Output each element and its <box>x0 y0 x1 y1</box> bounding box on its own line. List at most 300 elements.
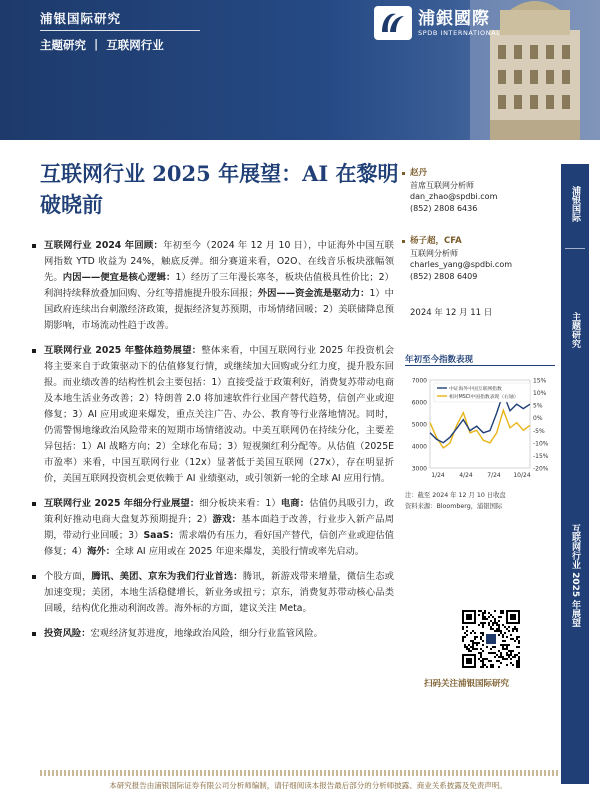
qr-module <box>512 656 514 658</box>
qr-module <box>484 622 486 624</box>
qr-module <box>480 622 482 624</box>
bullet-stocks <box>26 569 394 617</box>
qr-module <box>482 618 484 620</box>
qr-module <box>474 636 476 638</box>
qr-module <box>498 620 500 622</box>
qr-module <box>496 628 498 630</box>
qr-module <box>482 612 484 614</box>
qr-module <box>514 628 516 630</box>
qr-module <box>500 610 502 612</box>
side-brand <box>561 186 589 226</box>
qr-module <box>494 630 496 632</box>
qr-module <box>502 646 504 648</box>
qr-module <box>462 626 464 628</box>
qr-module <box>470 632 472 634</box>
qr-module <box>482 640 484 642</box>
x-tick-label: 1/24 <box>431 472 445 479</box>
qr-module <box>488 660 490 662</box>
qr-module <box>518 666 520 668</box>
qr-module <box>504 626 506 628</box>
header-banner <box>0 0 600 140</box>
qr-module <box>506 636 508 638</box>
footer-rule <box>40 770 560 776</box>
qr-module <box>504 644 506 646</box>
qr-module <box>478 642 480 644</box>
qr-module <box>466 658 472 664</box>
qr-module <box>478 614 480 616</box>
qr-module <box>490 626 492 628</box>
qr-module <box>488 612 490 614</box>
qr-module <box>480 660 482 662</box>
report-title: 互联网行业 2025 年展望：AI 在黎明破晓前 <box>40 161 399 217</box>
legend-label-msci: 相对MSCI中国指数表现（右轴） <box>449 395 519 400</box>
bullet-outlook <box>26 343 394 487</box>
bullet-text: 整体来看，中国互联网行业 2025 年投资机会将主要来自于政策驱动下的估值修复行情，或继续加大回购或分红力度，提升股东回报。而业绩改善的结构性机会主要包括：1）直接受益于政策利好，消费复苏带动电商及本地生活业务改善；2）特朗普 2.0 将加速软件行业国产替代趋势，信创产业或迎修复；3）AI 应用或迎来爆发，重点关注广告、办公、教育等行业落地情况。同时，仍需警惕地缘政治风险带来的短期市场情绪波动。中美互联网仍在持续分化，主要差异包括：1）AI 战略方向；2）全球化布局；3）短视频红利分配等。从估值（2025E 市盈率）来看，中国互联网行业（12x）显著低于美国互联网（27x），存在明显折价，美国互联网投资机会更依赖于 AI 业绩驱动，或引领新一轮的全球 AI 应用行情。 <box>44 345 394 484</box>
author-phone: (852) 2808 6436 <box>410 203 478 213</box>
qr-module <box>482 664 484 666</box>
qr-module <box>494 618 496 620</box>
qr-module <box>464 632 466 634</box>
qr-module <box>510 638 512 640</box>
qr-module <box>478 652 480 654</box>
qr-module <box>518 662 520 664</box>
x-tick-label: 10/24 <box>513 472 531 479</box>
qr-module <box>514 640 516 642</box>
qr-module <box>506 664 508 666</box>
qr-module <box>488 652 490 654</box>
qr-module <box>498 630 500 632</box>
qr-module <box>464 644 466 646</box>
qr-code[interactable] <box>462 610 520 668</box>
report-industry: 互联网行业 <box>106 38 164 52</box>
qr-module <box>472 648 474 650</box>
qr-module <box>516 654 518 656</box>
qr-module <box>466 646 468 648</box>
qr-module <box>488 616 490 618</box>
author-phone: (852) 2808 6409 <box>410 271 478 281</box>
qr-module <box>480 638 482 640</box>
qr-module <box>482 634 484 636</box>
side-topic-text: 互联网行业 2025 年展望 <box>570 524 580 628</box>
footer-disclaimer: 本研究报告由浦银国际证券有限公司分析师编制，请仔细阅读本报告最后部分的分析师披露、商业关系披露及免责声明。 <box>109 781 507 790</box>
qr-module <box>506 648 508 650</box>
qr-module <box>488 622 490 624</box>
bullet-lead: 互联网行业 2025 年细分行业展望： <box>44 498 200 509</box>
qr-module <box>478 610 480 612</box>
qr-module <box>474 638 476 640</box>
chart-title: 年初至今指数表现 <box>405 355 474 365</box>
qr-module <box>502 648 504 650</box>
qr-module <box>506 646 508 648</box>
qr-module <box>500 644 502 646</box>
qr-module <box>492 628 494 630</box>
spdb-logo-icon <box>374 6 412 40</box>
qr-module <box>496 622 498 624</box>
bullet-text: 1）中国政府连续出台刺激经济政策，提振经济复苏预期，市场情绪回暖；2）美联储降息预期影响，市场流动性趋于改善。 <box>44 288 394 331</box>
qr-module <box>510 654 512 656</box>
qr-module <box>478 624 480 626</box>
y-left-tick-label: 6000 <box>411 399 427 407</box>
qr-module <box>516 638 518 640</box>
qr-module <box>480 648 482 650</box>
chart-title-rule <box>405 365 555 366</box>
qr-module <box>496 630 498 632</box>
qr-module <box>462 640 464 642</box>
qr-module <box>516 628 518 630</box>
qr-module <box>518 652 520 654</box>
qr-module <box>498 656 500 658</box>
qr-module <box>492 652 494 654</box>
qr-module <box>498 624 500 626</box>
y-right-tick-label: 15% <box>533 377 547 385</box>
bullet-text: 腾讯，新游戏带来增量，微信生态或加速变现；美团，本地生活稳健增长，新业务或扭亏；京东，消费复苏带动核心品类回暖，结构优化推动利润改善。海外标的方面，建议关注 Meta。 <box>44 571 394 614</box>
qr-module <box>508 654 510 656</box>
chart-source: 资料来源：Bloomberg，浦银国际 <box>405 503 503 510</box>
qr-module <box>480 610 482 612</box>
side-topic <box>561 524 589 631</box>
qr-module <box>482 626 484 628</box>
author-name: 赵丹 <box>410 168 428 178</box>
bullet-lead: 海外： <box>87 546 116 557</box>
qr-module <box>490 620 492 622</box>
author-role: 互联网分析师 <box>410 248 458 258</box>
qr-module <box>462 638 464 640</box>
bullet-text: 1）经历了三年漫长寒冬，板块估值极具性价比；2）利润持续释放叠加回购、分红等措施提升股东回报； <box>44 272 394 299</box>
y-right-tick-label: -20% <box>533 465 549 473</box>
qr-module <box>504 632 506 634</box>
qr-caption: 扫码关注浦银国际研究 <box>424 679 510 689</box>
y-right-tick-label: -15% <box>533 452 549 460</box>
qr-module <box>500 654 502 656</box>
chart-note: 注：截至 2024 年 12 月 10 日收盘 <box>405 492 506 499</box>
qr-module <box>490 614 492 616</box>
qr-module <box>500 662 502 664</box>
bullet-lead: 电商： <box>280 498 310 509</box>
qr-module <box>462 628 464 630</box>
qr-module <box>492 616 494 618</box>
qr-module <box>482 614 484 616</box>
bullet-text: 年初至今（2024 年 12 月 10 日），中证海外中国互联网指数 YTD 收益为 24%，触底反弹。细分赛道来看，O2O、在线音乐板块涨幅领先。 <box>44 240 394 283</box>
y-left-tick-label: 5000 <box>411 421 427 429</box>
qr-module <box>510 662 512 664</box>
qr-module <box>466 614 472 620</box>
bullet-lead: SaaS： <box>143 530 179 541</box>
qr-module <box>482 624 484 626</box>
qr-module <box>480 654 482 656</box>
qr-module <box>482 650 484 652</box>
bullet-text: 基本面趋于改善，行业步入新产品周期，带动行业回暖；3） <box>44 514 394 541</box>
author-marker <box>402 240 405 243</box>
bullet-text: 需求端仍有压力，看好国产替代，信创产业或迎估值修复；4） <box>44 530 394 557</box>
qr-module <box>510 650 512 652</box>
bullet-text: 估值仍具吸引力，政策利好推动电商大盘复苏预期提升；2） <box>44 498 394 525</box>
bullet-review <box>26 238 394 334</box>
qr-module <box>486 666 488 668</box>
side-category <box>561 312 589 352</box>
qr-module <box>510 614 516 620</box>
qr-module <box>504 658 506 660</box>
bullet-lead: 内因——便宜是核心逻辑： <box>62 272 176 283</box>
qr-module <box>496 660 498 662</box>
qr-module <box>502 636 504 638</box>
qr-module <box>480 666 482 668</box>
qr-module <box>500 630 502 632</box>
qr-module <box>500 652 502 654</box>
qr-module <box>466 648 468 650</box>
qr-module <box>500 612 502 614</box>
qr-module <box>468 650 470 652</box>
qr-module <box>506 658 508 660</box>
qr-module <box>494 622 496 624</box>
qr-module <box>506 644 508 646</box>
bullet-lead: 腾讯、美团、京东为我们行业首选： <box>91 571 243 582</box>
x-tick-label: 7/24 <box>487 472 501 479</box>
qr-module <box>506 652 508 654</box>
qr-module <box>518 658 520 660</box>
side-divider <box>565 248 585 249</box>
author-name: 杨子超，CFA <box>410 236 462 246</box>
qr-module <box>486 634 496 644</box>
qr-module <box>512 630 514 632</box>
qr-module <box>486 618 488 620</box>
qr-module <box>518 642 520 644</box>
y-left-tick-label: 7000 <box>411 377 427 385</box>
author-email[interactable]: dan_zhao@spdbi.com <box>410 192 498 201</box>
qr-module <box>496 654 498 656</box>
qr-module <box>482 666 484 668</box>
qr-module <box>502 610 504 612</box>
qr-module <box>514 626 516 628</box>
qr-module <box>484 616 486 618</box>
qr-module <box>466 626 468 628</box>
qr-module <box>514 656 516 658</box>
qr-module <box>498 628 500 630</box>
qr-module <box>502 634 504 636</box>
qr-module <box>482 660 484 662</box>
qr-module <box>516 664 518 666</box>
qr-module <box>508 644 510 646</box>
qr-module <box>512 638 514 640</box>
qr-module <box>498 650 500 652</box>
qr-module <box>490 652 492 654</box>
qr-module <box>498 660 500 662</box>
qr-module <box>470 640 472 642</box>
author-card <box>410 236 512 282</box>
bullet-lead: 外因——资金流是驱动力： <box>257 288 370 299</box>
qr-module <box>482 658 484 660</box>
qr-module <box>484 658 486 660</box>
report-category <box>40 37 164 53</box>
qr-module <box>476 642 478 644</box>
legend-label-csi: 中证海外中国互联网指数 <box>449 387 502 392</box>
qr-module <box>464 636 466 638</box>
qr-module <box>508 630 510 632</box>
qr-module <box>494 652 496 654</box>
bullet-text: 宏观经济复苏进度，地缘政治风险，细分行业监管风险。 <box>90 628 323 639</box>
qr-module <box>472 630 474 632</box>
qr-module <box>504 648 506 650</box>
qr-module <box>490 666 492 668</box>
author-card <box>410 168 497 214</box>
qr-module <box>512 628 514 630</box>
y-right-tick-label: 5% <box>533 402 543 410</box>
qr-module <box>482 632 484 634</box>
y-right-tick-label: 10% <box>533 390 547 398</box>
qr-module <box>518 646 520 648</box>
qr-module <box>514 654 516 656</box>
qr-module <box>498 616 500 618</box>
qr-module <box>508 650 510 652</box>
y-left-tick-label: 3000 <box>411 465 427 473</box>
qr-module <box>518 636 520 638</box>
qr-module <box>502 644 504 646</box>
y-right-tick-label: 0% <box>533 415 543 423</box>
summary-bullets <box>26 238 394 651</box>
qr-module <box>498 666 500 668</box>
bullet-risk <box>26 626 394 642</box>
qr-module <box>470 646 472 648</box>
qr-module <box>480 652 482 654</box>
qr-module <box>482 662 484 664</box>
qr-module <box>512 650 514 652</box>
qr-module <box>492 624 494 626</box>
qr-module <box>464 646 466 648</box>
logo-chinese: 浦銀國際 <box>418 9 490 29</box>
author-email[interactable]: charles_yang@spdbi.com <box>410 260 513 269</box>
bullet-lead: 游戏： <box>212 514 242 525</box>
qr-module <box>508 656 510 658</box>
qr-module <box>474 642 476 644</box>
index-performance-chart <box>400 370 560 488</box>
qr-module <box>492 664 494 666</box>
bullet-text: 全球 AI 应用或在 2025 年迎来爆发，美股行情或率先启动。 <box>115 546 365 557</box>
author-marker <box>402 172 405 175</box>
qr-module <box>518 640 520 642</box>
qr-module <box>484 664 486 666</box>
bullet-text: 个股方面， <box>44 571 92 582</box>
qr-module <box>510 658 512 660</box>
qr-module <box>486 646 488 648</box>
qr-module <box>510 634 512 636</box>
qr-module <box>466 630 468 632</box>
qr-module <box>518 660 520 662</box>
chart-notes <box>405 490 555 512</box>
qr-module <box>496 624 498 626</box>
qr-module <box>474 648 476 650</box>
qr-module <box>472 646 474 648</box>
qr-module <box>516 666 518 668</box>
qr-module <box>516 660 518 662</box>
qr-module <box>492 622 494 624</box>
qr-module <box>490 648 492 650</box>
qr-module <box>462 636 464 638</box>
logo-english: SPDB INTERNATIONAL <box>418 29 501 37</box>
qr-module <box>490 664 492 666</box>
qr-module <box>486 658 488 660</box>
bullet-lead: 投资风险： <box>44 628 91 639</box>
bullet-lead: 互联网行业 2025 年整体趋势展望： <box>44 345 202 356</box>
qr-module <box>470 650 472 652</box>
qr-module <box>476 636 478 638</box>
qr-module <box>480 636 482 638</box>
qr-module <box>468 644 470 646</box>
qr-module <box>478 658 480 660</box>
qr-module <box>472 640 474 642</box>
qr-module <box>468 648 470 650</box>
qr-module <box>484 610 486 612</box>
spdb-logo <box>374 6 501 40</box>
qr-module <box>482 616 484 618</box>
qr-module <box>512 664 514 666</box>
qr-module <box>516 636 518 638</box>
qr-module <box>516 662 518 664</box>
qr-module <box>492 646 494 648</box>
qr-module <box>518 656 520 658</box>
qr-module <box>492 666 494 668</box>
y-right-tick-label: -5% <box>533 427 545 435</box>
qr-module <box>518 664 520 666</box>
author-role: 首席互联网分析师 <box>410 180 474 190</box>
qr-module <box>466 634 468 636</box>
side-category-text: 主题研究 <box>570 312 580 348</box>
qr-module <box>500 616 502 618</box>
qr-module <box>502 612 504 614</box>
qr-module <box>494 656 496 658</box>
bullet-lead: 互联网行业 2024 年回顾： <box>44 240 164 251</box>
qr-module <box>494 646 496 648</box>
qr-module <box>494 610 496 612</box>
qr-module <box>488 624 490 626</box>
qr-module <box>480 656 482 658</box>
qr-module <box>472 642 474 644</box>
qr-module <box>498 634 500 636</box>
report-type: 主题研究 <box>40 38 86 52</box>
qr-module <box>516 630 518 632</box>
category-separator: | <box>94 37 99 51</box>
qr-module <box>502 656 504 658</box>
qr-module <box>506 654 508 656</box>
qr-module <box>500 632 502 634</box>
report-date: 2024 年 12 月 11 日 <box>410 308 493 318</box>
qr-module <box>508 626 510 628</box>
side-band <box>561 164 589 784</box>
qr-module <box>502 624 504 626</box>
x-tick-label: 4/24 <box>459 472 473 479</box>
qr-module <box>502 658 504 660</box>
qr-module <box>482 622 484 624</box>
side-brand-text: 浦银国际 <box>570 186 580 222</box>
bullet-segments <box>26 496 394 560</box>
bullet-text: 细分板块来看：1） <box>199 498 281 509</box>
qr-module <box>476 648 478 650</box>
qr-module <box>490 628 492 630</box>
qr-module <box>506 628 508 630</box>
qr-module <box>504 640 506 642</box>
y-left-tick-label: 4000 <box>411 443 427 451</box>
qr-module <box>490 660 492 662</box>
firm-name: 浦银国际研究 <box>40 11 122 26</box>
qr-module <box>482 644 484 646</box>
qr-module <box>502 640 504 642</box>
qr-module <box>472 644 474 646</box>
qr-module <box>484 618 486 620</box>
qr-module <box>476 644 478 646</box>
header-divider <box>40 30 200 31</box>
qr-module <box>474 632 476 634</box>
qr-module <box>498 626 500 628</box>
qr-module <box>480 632 482 634</box>
qr-module <box>484 612 486 614</box>
